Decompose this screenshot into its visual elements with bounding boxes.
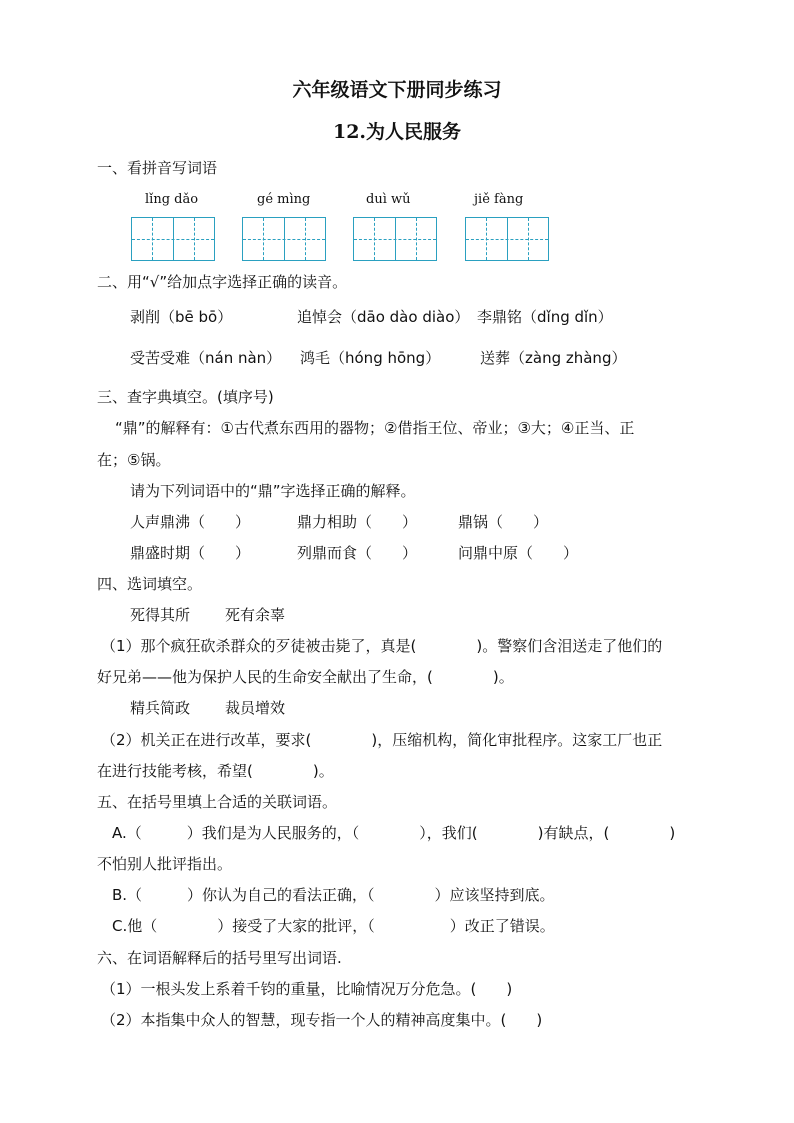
lesson-title: 12.为人民服务 — [332, 121, 462, 143]
reading-item-3: 李鼎铭（dǐng dǐn） — [477, 308, 613, 326]
word-choice-1b: 死有余辜 — [225, 606, 286, 624]
page-title: 六年级语文下册同步练习 — [292, 79, 502, 101]
section-3-prompt: 请为下列词语中的“鼎”字选择正确的解释。 — [130, 482, 416, 500]
section-3-heading: 三、查字典填空。(填序号) — [97, 388, 274, 406]
question-6-1: （1）一根头发上系着千钧的重量，比喻情况万分危急。( ) — [101, 980, 513, 998]
definition-line-2: 在；⑤锅。 — [97, 451, 171, 469]
ding-item-2: 鼎力相助（ ） — [297, 513, 418, 531]
word-choice-2a: 精兵简政 — [130, 699, 191, 717]
question-5-c: C.他（ ）接受了大家的批评，（ ）改正了错误。 — [112, 917, 555, 935]
reading-item-2: 追悼会（dāo dào diào） — [297, 308, 470, 326]
writing-grid-2[interactable] — [242, 217, 326, 261]
definition-line-1: “鼎”的解释有：①古代煮东西用的器物；②借指王位、帝业；③大；④正当、正 — [115, 419, 635, 437]
section-6-heading: 六、在词语解释后的括号里写出词语. — [97, 949, 342, 967]
question-4-2-line-2: 在进行技能考核，希望( )。 — [97, 762, 334, 780]
question-4-1-line-1: （1）那个疯狂砍杀群众的歹徒被击毙了，真是( )。警察们含泪送走了他们的 — [101, 637, 663, 655]
question-5-a-line-1: A.（ ）我们是为人民服务的，（ ），我们( )有缺点，( ) — [112, 824, 676, 842]
section-2-heading: 二、用“√”给加点字选择正确的读音。 — [97, 273, 348, 291]
pinyin-3: duì wǔ — [366, 192, 411, 207]
writing-grid-3[interactable] — [353, 217, 437, 261]
question-5-a-line-2: 不怕别人批评指出。 — [97, 855, 233, 873]
word-choice-2b: 裁员增效 — [225, 699, 286, 717]
ding-item-3: 鼎锅（ ） — [458, 513, 549, 531]
question-6-2: （2）本指集中众人的智慧，现专指一个人的精神高度集中。( ) — [101, 1011, 543, 1029]
question-5-b: B.（ ）你认为自己的看法正确，（ ）应该坚持到底。 — [112, 886, 555, 904]
ding-item-1: 人声鼎沸（ ） — [130, 513, 251, 531]
question-4-2-line-1: （2）机关正在进行改革，要求( )，压缩机构，简化审批程序。这家工厂也正 — [101, 731, 663, 749]
reading-item-1: 剥削（bē bō） — [130, 308, 233, 326]
writing-grid-1[interactable] — [131, 217, 215, 261]
pinyin-1: lǐng dǎo — [145, 192, 199, 207]
ding-item-6: 问鼎中原（ ） — [458, 544, 579, 562]
ding-item-4: 鼎盛时期（ ） — [130, 544, 251, 562]
section-1-heading: 一、看拼音写词语 — [97, 159, 218, 177]
section-5-heading: 五、在括号里填上合适的关联词语。 — [97, 793, 338, 811]
reading-item-4: 受苦受难（nán nàn） — [130, 349, 282, 367]
question-4-1-line-2: 好兄弟——他为保护人民的生命安全献出了生命，( )。 — [97, 668, 514, 686]
reading-item-5: 鸿毛（hóng hōng） — [300, 349, 441, 367]
reading-item-6: 送葬（zàng zhàng） — [480, 349, 627, 367]
writing-grid-4[interactable] — [465, 217, 549, 261]
ding-item-5: 列鼎而食（ ） — [297, 544, 418, 562]
pinyin-4: jiě fàng — [474, 192, 524, 207]
pinyin-2: gé mìng — [257, 192, 311, 207]
word-choice-1a: 死得其所 — [130, 606, 191, 624]
section-4-heading: 四、选词填空。 — [97, 575, 203, 593]
